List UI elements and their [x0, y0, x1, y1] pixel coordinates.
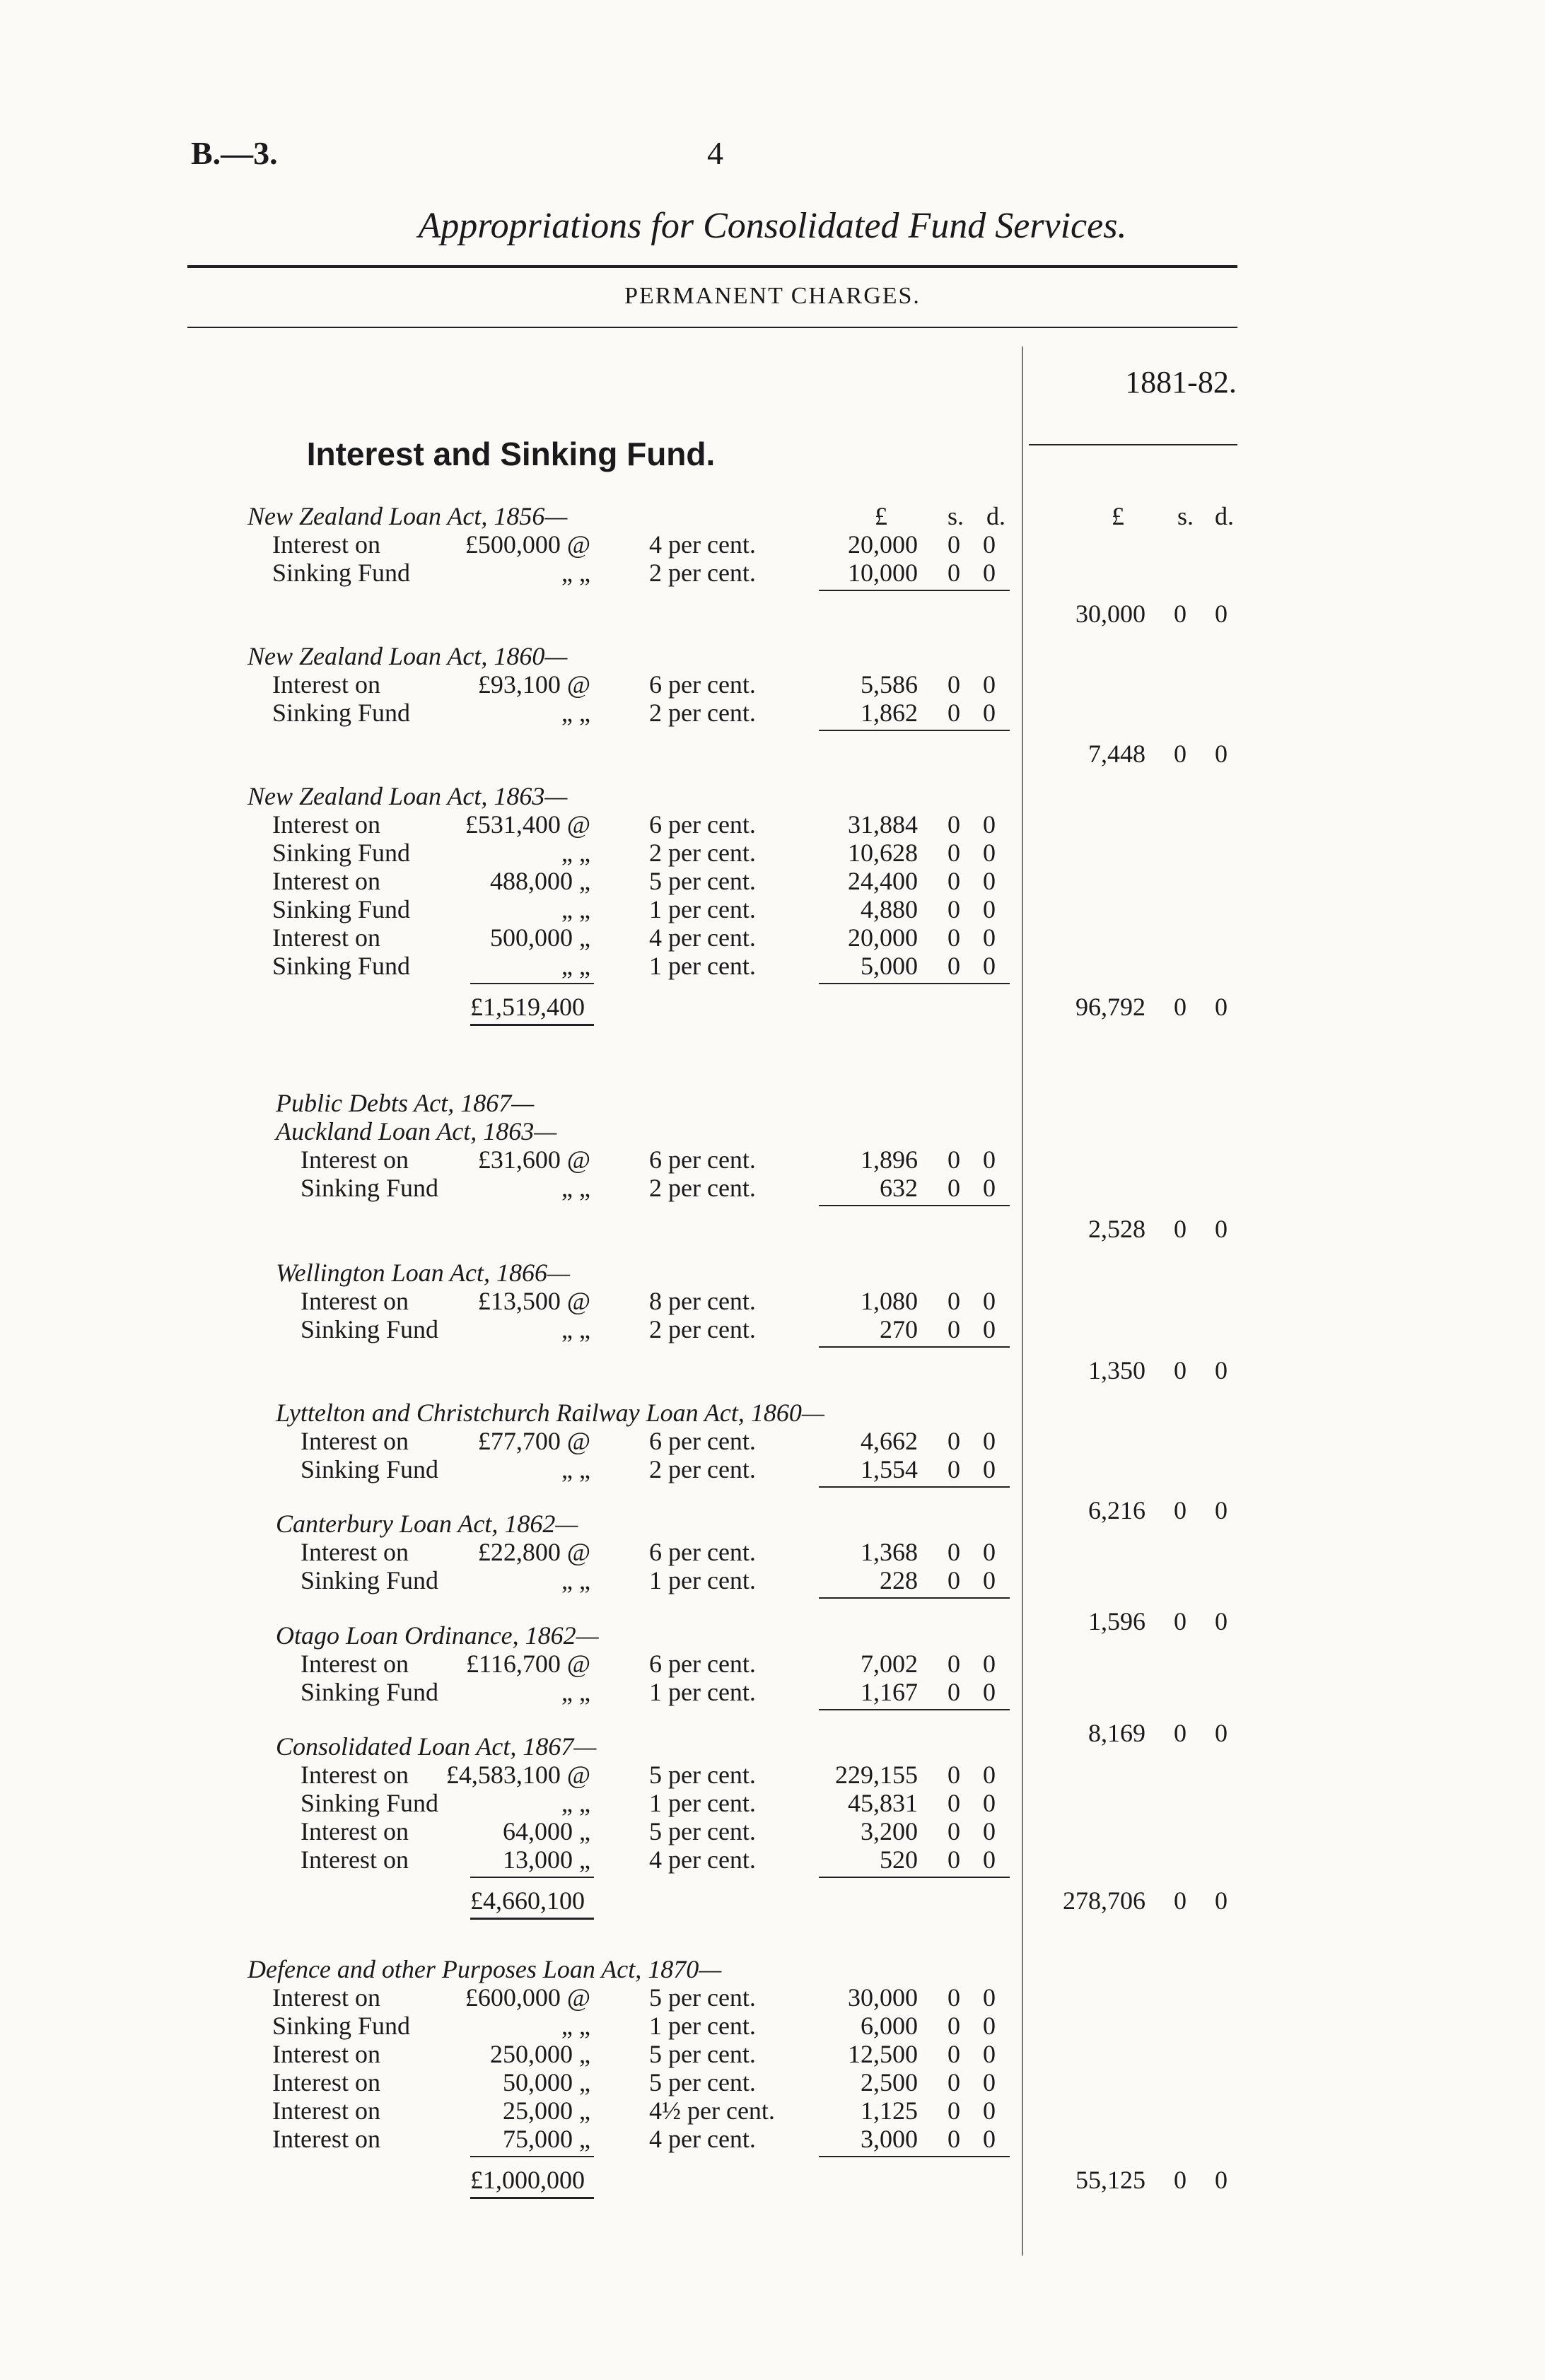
year-total-shillings: 0 — [1174, 993, 1187, 1021]
row-pence: 0 — [983, 699, 996, 727]
amount-sum-rule — [819, 1709, 1010, 1710]
row-pence: 0 — [983, 1817, 996, 1845]
row-principal: 13,000 „ — [503, 1845, 590, 1874]
row-principal: „ „ — [561, 1315, 590, 1343]
group-title: New Zealand Loan Act, 1863— — [247, 782, 568, 810]
year-total-shillings: 0 — [1174, 1607, 1187, 1635]
row-shillings: 0 — [948, 1427, 960, 1455]
row-label: Interest on — [272, 867, 380, 895]
amount-sum-rule — [819, 1486, 1010, 1488]
row-label: Sinking Fund — [272, 699, 411, 727]
row-shillings: 0 — [948, 1789, 960, 1817]
row-amount: 12,500 — [848, 2040, 918, 2068]
group-title: Lyttelton and Christchurch Railway Loan Act, 1860— — [276, 1399, 824, 1427]
year-header-rule — [1029, 444, 1237, 445]
row-amount: 270 — [880, 1315, 918, 1343]
row-pence: 0 — [983, 1538, 996, 1566]
row-pence: 0 — [983, 530, 996, 559]
row-rate: 6 per cent. — [649, 1538, 756, 1566]
row-principal: „ „ — [561, 1789, 590, 1817]
row-rate: 6 per cent. — [649, 1650, 756, 1678]
row-label: Sinking Fund — [272, 559, 411, 587]
row-rate: 4 per cent. — [649, 923, 756, 952]
amount-sum-rule — [819, 1877, 1010, 1878]
year-total-amount: 278,706 — [1063, 1886, 1145, 1915]
row-amount: 6,000 — [861, 2012, 918, 2040]
row-principal: £22,800 @ — [477, 1538, 590, 1566]
row-pence: 0 — [983, 923, 996, 952]
row-shillings: 0 — [948, 895, 960, 923]
row-shillings: 0 — [948, 530, 960, 559]
row-amount: 24,400 — [848, 867, 918, 895]
row-shillings: 0 — [948, 1538, 960, 1566]
row-label: Interest on — [272, 670, 380, 699]
year-total-pence: 0 — [1215, 1356, 1228, 1384]
row-shillings: 0 — [948, 1761, 960, 1789]
principal-sum-rule — [470, 983, 594, 984]
row-label: Interest on — [272, 923, 380, 952]
row-amount: 20,000 — [848, 530, 918, 559]
row-rate: 6 per cent. — [649, 670, 756, 699]
row-shillings: 0 — [948, 559, 960, 587]
pounds-header: £ — [875, 502, 887, 530]
row-shillings: 0 — [948, 2012, 960, 2040]
year-total-pence: 0 — [1215, 1886, 1228, 1915]
row-shillings: 0 — [948, 1145, 960, 1174]
row-rate: 1 per cent. — [649, 895, 756, 923]
section-heading: Interest and Sinking Fund. — [306, 436, 716, 472]
row-amount: 1,554 — [861, 1455, 918, 1483]
row-shillings: 0 — [948, 2096, 960, 2125]
row-principal: „ „ — [561, 895, 590, 923]
row-principal: 75,000 „ — [503, 2125, 590, 2153]
row-amount: 3,200 — [861, 1817, 918, 1845]
row-principal: 488,000 „ — [490, 867, 590, 895]
row-rate: 2 per cent. — [649, 559, 756, 587]
group-title: New Zealand Loan Act, 1856— — [247, 502, 568, 530]
group-title: Defence and other Purposes Loan Act, 1870— — [247, 1955, 722, 1983]
row-pence: 0 — [983, 895, 996, 923]
row-rate: 5 per cent. — [649, 1983, 756, 2012]
principal-total-underline — [470, 2197, 594, 2199]
shillings-header: s. — [948, 502, 964, 530]
row-rate: 6 per cent. — [649, 1427, 756, 1455]
pence-header: d. — [986, 502, 1005, 530]
row-pence: 0 — [983, 1145, 996, 1174]
row-label: Interest on — [272, 2040, 380, 2068]
row-rate: 1 per cent. — [649, 1566, 756, 1594]
row-label: Interest on — [301, 1145, 409, 1174]
row-principal: £500,000 @ — [465, 530, 590, 559]
row-label: Sinking Fund — [301, 1455, 439, 1483]
principal-total: £1,000,000 — [470, 2166, 585, 2194]
row-principal: £116,700 @ — [466, 1650, 590, 1678]
amount-sum-rule — [819, 590, 1010, 591]
row-shillings: 0 — [948, 1678, 960, 1706]
row-principal: £13,500 @ — [477, 1287, 590, 1315]
year-total-amount: 55,125 — [1075, 2166, 1145, 2194]
row-amount: 1,368 — [861, 1538, 918, 1566]
year-total-shillings: 0 — [1174, 1356, 1187, 1384]
row-shillings: 0 — [948, 867, 960, 895]
principal-total: £1,519,400 — [470, 993, 585, 1021]
row-shillings: 0 — [948, 670, 960, 699]
row-label: Interest on — [272, 530, 380, 559]
row-rate: 6 per cent. — [649, 810, 756, 839]
year-total-pence: 0 — [1215, 600, 1228, 628]
section-subtitle: PERMANENT CHARGES. — [624, 283, 921, 309]
year-total-shillings: 0 — [1174, 1886, 1187, 1915]
row-principal: £77,700 @ — [477, 1427, 590, 1455]
row-rate: 2 per cent. — [649, 699, 756, 727]
row-pence: 0 — [983, 1650, 996, 1678]
principal-total: £4,660,100 — [470, 1886, 585, 1915]
row-label: Interest on — [272, 2125, 380, 2153]
row-rate: 5 per cent. — [649, 2040, 756, 2068]
row-label: Sinking Fund — [301, 1789, 439, 1817]
row-amount: 10,628 — [848, 839, 918, 867]
year-column-divider — [1022, 346, 1023, 2256]
row-pence: 0 — [983, 1455, 996, 1483]
year-total-amount: 8,169 — [1088, 1719, 1145, 1747]
principal-sum-rule — [470, 2156, 594, 2157]
row-shillings: 0 — [948, 2125, 960, 2153]
row-pence: 0 — [983, 1427, 996, 1455]
year-pounds-header: £ — [1112, 502, 1124, 530]
year-total-pence: 0 — [1215, 740, 1228, 768]
group-subtitle: Auckland Loan Act, 1863— — [276, 1117, 557, 1145]
row-label: Sinking Fund — [272, 952, 411, 980]
row-principal: 250,000 „ — [490, 2040, 590, 2068]
year-total-amount: 1,350 — [1088, 1356, 1145, 1384]
row-pence: 0 — [983, 1983, 996, 2012]
amount-sum-rule — [819, 1597, 1010, 1599]
principal-total-underline — [470, 1918, 594, 1920]
row-principal: „ „ — [561, 839, 590, 867]
year-total-pence: 0 — [1215, 1719, 1228, 1747]
year-total-shillings: 0 — [1174, 740, 1187, 768]
row-amount: 4,662 — [861, 1427, 918, 1455]
row-principal: „ „ — [561, 2012, 590, 2040]
row-amount: 1,862 — [861, 699, 918, 727]
row-amount: 1,125 — [861, 2096, 918, 2125]
row-label: Interest on — [272, 810, 380, 839]
row-pence: 0 — [983, 2040, 996, 2068]
row-pence: 0 — [983, 2012, 996, 2040]
row-shillings: 0 — [948, 1455, 960, 1483]
row-rate: 1 per cent. — [649, 1678, 756, 1706]
row-principal: „ „ — [561, 1678, 590, 1706]
amount-sum-rule — [819, 730, 1010, 731]
row-principal: „ „ — [561, 952, 590, 980]
row-label: Sinking Fund — [301, 1678, 439, 1706]
row-label: Sinking Fund — [301, 1315, 439, 1343]
row-label: Sinking Fund — [272, 839, 411, 867]
row-label: Interest on — [301, 1650, 409, 1678]
row-pence: 0 — [983, 2068, 996, 2096]
subtitle-rule — [187, 327, 1237, 328]
row-amount: 30,000 — [848, 1983, 918, 2012]
year-total-amount: 6,216 — [1088, 1496, 1145, 1524]
row-principal: „ „ — [561, 699, 590, 727]
row-shillings: 0 — [948, 1817, 960, 1845]
row-amount: 5,586 — [861, 670, 918, 699]
year-total-pence: 0 — [1215, 2166, 1228, 2194]
row-pence: 0 — [983, 867, 996, 895]
year-total-amount: 96,792 — [1075, 993, 1145, 1021]
row-shillings: 0 — [948, 1650, 960, 1678]
group-title: New Zealand Loan Act, 1860— — [247, 642, 568, 670]
row-principal: 50,000 „ — [503, 2068, 590, 2096]
row-pence: 0 — [983, 1845, 996, 1874]
row-amount: 520 — [880, 1845, 918, 1874]
year-header: 1881-82. — [1125, 365, 1237, 399]
row-principal: £4,583,100 @ — [445, 1761, 590, 1789]
row-shillings: 0 — [948, 1983, 960, 2012]
row-shillings: 0 — [948, 923, 960, 952]
row-pence: 0 — [983, 952, 996, 980]
row-label: Interest on — [301, 1761, 409, 1789]
row-shillings: 0 — [948, 1845, 960, 1874]
group-title: Consolidated Loan Act, 1867— — [276, 1732, 597, 1761]
row-principal: 500,000 „ — [490, 923, 590, 952]
row-amount: 1,167 — [861, 1678, 918, 1706]
row-amount: 228 — [880, 1566, 918, 1594]
row-shillings: 0 — [948, 810, 960, 839]
row-principal: „ „ — [561, 1566, 590, 1594]
row-amount: 229,155 — [835, 1761, 918, 1789]
year-total-pence: 0 — [1215, 1215, 1228, 1243]
row-pence: 0 — [983, 1174, 996, 1202]
row-shillings: 0 — [948, 1174, 960, 1202]
row-principal: „ „ — [561, 559, 590, 587]
row-amount: 20,000 — [848, 923, 918, 952]
row-principal: £31,600 @ — [477, 1145, 590, 1174]
row-label: Interest on — [301, 1538, 409, 1566]
row-rate: 2 per cent. — [649, 1315, 756, 1343]
row-rate: 2 per cent. — [649, 1455, 756, 1483]
title-rule — [187, 265, 1237, 268]
row-label: Interest on — [272, 1983, 380, 2012]
year-total-pence: 0 — [1215, 1607, 1228, 1635]
row-label: Sinking Fund — [301, 1566, 439, 1594]
row-label: Sinking Fund — [272, 895, 411, 923]
year-shillings-header: s. — [1177, 502, 1194, 530]
group-title: Otago Loan Ordinance, 1862— — [276, 1621, 599, 1650]
row-label: Sinking Fund — [301, 1174, 439, 1202]
row-shillings: 0 — [948, 1315, 960, 1343]
row-pence: 0 — [983, 1287, 996, 1315]
row-rate: 1 per cent. — [649, 2012, 756, 2040]
row-label: Interest on — [272, 2096, 380, 2125]
row-amount: 1,080 — [861, 1287, 918, 1315]
row-shillings: 0 — [948, 2068, 960, 2096]
row-pence: 0 — [983, 2125, 996, 2153]
amount-sum-rule — [819, 1346, 1010, 1348]
row-principal: £531,400 @ — [465, 810, 590, 839]
row-pence: 0 — [983, 1678, 996, 1706]
year-total-pence: 0 — [1215, 993, 1228, 1021]
amount-sum-rule — [819, 2156, 1010, 2157]
row-rate: 6 per cent. — [649, 1145, 756, 1174]
row-pence: 0 — [983, 2096, 996, 2125]
row-label: Interest on — [301, 1427, 409, 1455]
row-rate: 8 per cent. — [649, 1287, 756, 1315]
row-rate: 4 per cent. — [649, 2125, 756, 2153]
year-total-shillings: 0 — [1174, 1719, 1187, 1747]
row-pence: 0 — [983, 810, 996, 839]
row-rate: 4 per cent. — [649, 530, 756, 559]
row-shillings: 0 — [948, 699, 960, 727]
group-title: Public Debts Act, 1867— — [276, 1089, 535, 1117]
row-rate: 4 per cent. — [649, 1845, 756, 1874]
year-total-pence: 0 — [1215, 1496, 1228, 1524]
row-rate: 2 per cent. — [649, 1174, 756, 1202]
year-total-amount: 2,528 — [1088, 1215, 1145, 1243]
row-pence: 0 — [983, 670, 996, 699]
year-total-shillings: 0 — [1174, 1496, 1187, 1524]
row-pence: 0 — [983, 1789, 996, 1817]
row-shillings: 0 — [948, 2040, 960, 2068]
document-reference: B.—3. — [191, 135, 278, 171]
row-principal: £600,000 @ — [465, 1983, 590, 2012]
row-pence: 0 — [983, 1566, 996, 1594]
row-amount: 45,831 — [848, 1789, 918, 1817]
group-title: Wellington Loan Act, 1866— — [276, 1259, 571, 1287]
row-amount: 2,500 — [861, 2068, 918, 2096]
row-label: Interest on — [301, 1817, 409, 1845]
row-rate: 1 per cent. — [649, 952, 756, 980]
row-pence: 0 — [983, 839, 996, 867]
row-shillings: 0 — [948, 1287, 960, 1315]
row-rate: 5 per cent. — [649, 1761, 756, 1789]
year-total-shillings: 0 — [1174, 600, 1187, 628]
row-pence: 0 — [983, 1315, 996, 1343]
row-amount: 7,002 — [861, 1650, 918, 1678]
row-label: Interest on — [301, 1287, 409, 1315]
row-shillings: 0 — [948, 952, 960, 980]
row-principal: 25,000 „ — [503, 2096, 590, 2125]
year-total-amount: 1,596 — [1088, 1607, 1145, 1635]
row-pence: 0 — [983, 559, 996, 587]
row-amount: 31,884 — [848, 810, 918, 839]
row-amount: 632 — [880, 1174, 918, 1202]
year-pence-header: d. — [1215, 502, 1234, 530]
row-rate: 1 per cent. — [649, 1789, 756, 1817]
row-shillings: 0 — [948, 839, 960, 867]
principal-sum-rule — [470, 1877, 594, 1878]
row-rate: 5 per cent. — [649, 1817, 756, 1845]
year-total-amount: 7,448 — [1088, 740, 1145, 768]
page-title: Appropriations for Consolidated Fund Services. — [418, 206, 1127, 246]
group-title: Canterbury Loan Act, 1862— — [276, 1510, 578, 1538]
row-principal: „ „ — [561, 1455, 590, 1483]
row-amount: 4,880 — [861, 895, 918, 923]
row-amount: 10,000 — [848, 559, 918, 587]
row-label: Interest on — [272, 2068, 380, 2096]
row-pence: 0 — [983, 1761, 996, 1789]
row-rate: 4½ per cent. — [649, 2096, 775, 2125]
row-principal: 64,000 „ — [503, 1817, 590, 1845]
row-shillings: 0 — [948, 1566, 960, 1594]
year-total-amount: 30,000 — [1075, 600, 1145, 628]
row-rate: 5 per cent. — [649, 867, 756, 895]
row-amount: 1,896 — [861, 1145, 918, 1174]
amount-sum-rule — [819, 1205, 1010, 1206]
year-total-shillings: 0 — [1174, 2166, 1187, 2194]
page-number: 4 — [707, 135, 723, 171]
row-amount: 3,000 — [861, 2125, 918, 2153]
principal-total-underline — [470, 1024, 594, 1026]
row-principal: £93,100 @ — [477, 670, 590, 699]
row-rate: 5 per cent. — [649, 2068, 756, 2096]
row-rate: 2 per cent. — [649, 839, 756, 867]
year-total-shillings: 0 — [1174, 1215, 1187, 1243]
row-label: Sinking Fund — [272, 2012, 411, 2040]
row-label: Interest on — [301, 1845, 409, 1874]
amount-sum-rule — [819, 983, 1010, 984]
row-amount: 5,000 — [861, 952, 918, 980]
row-principal: „ „ — [561, 1174, 590, 1202]
